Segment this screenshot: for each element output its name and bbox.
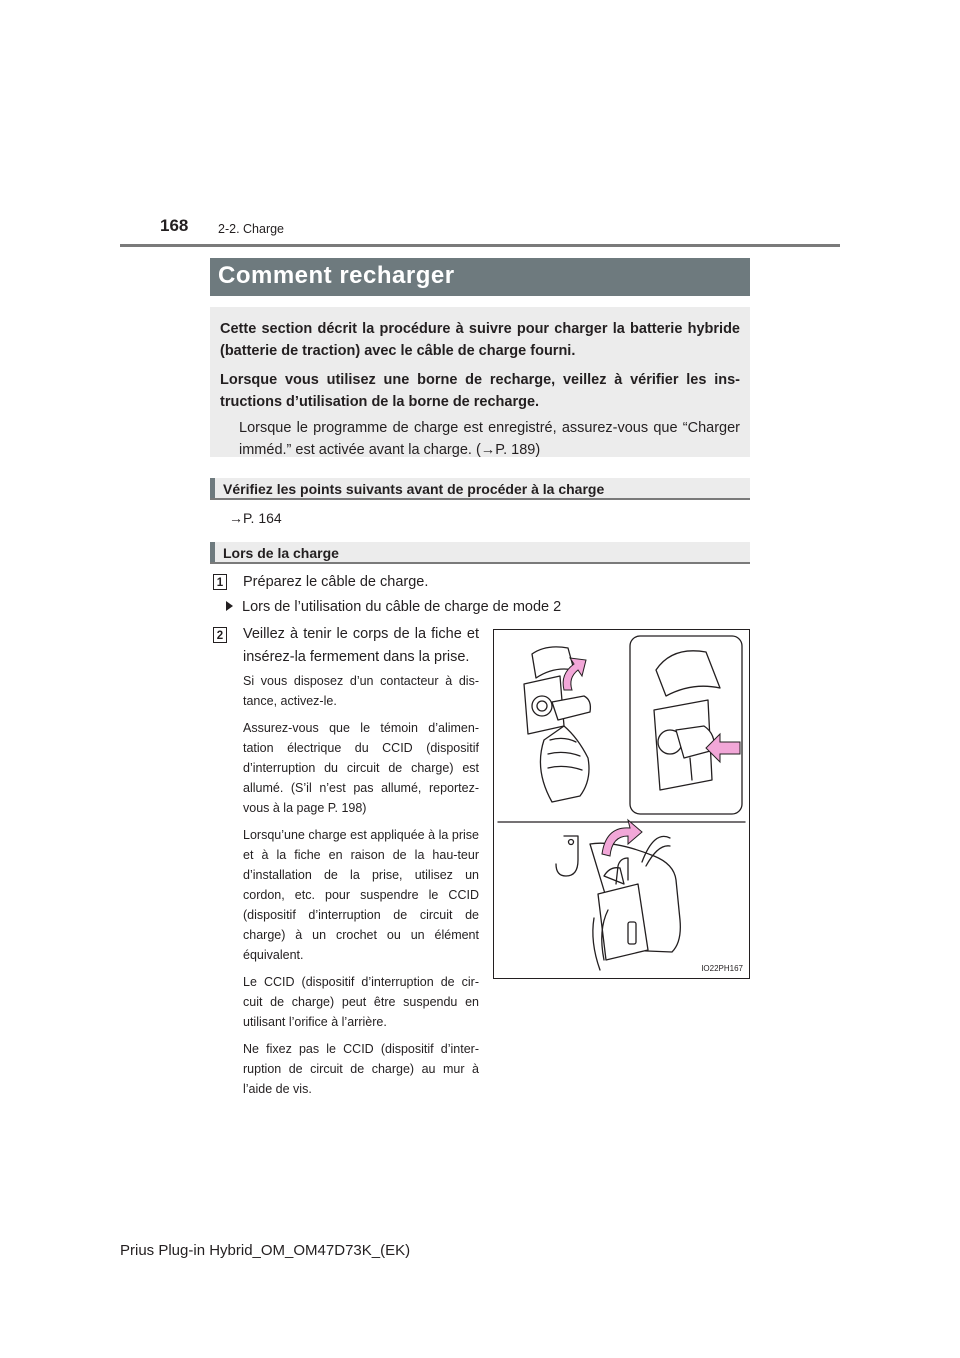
note-item: Ne fixez pas le CCID (dispositif d’inter-ruption de circuit de charge) au mur à l’aide de vis. xyxy=(243,1042,479,1096)
intro-paragraph-2: Lorsque vous utilisez une borne de recharge, veillez à vérifier les ins-tructions d’utilisation de la borne de recharge. xyxy=(220,372,740,410)
note-item: Le CCID (dispositif d’interruption de cir-cuit de charge) peut être suspendu en utilisant l’orifice à l’arrière. xyxy=(243,975,479,1029)
step-number-1: 1 xyxy=(213,574,227,590)
triangle-bullet-icon xyxy=(226,601,233,611)
step-2-text: Veillez à tenir le corps de la fiche et insérez-la fermement dans la prise. xyxy=(243,626,479,665)
intro-box xyxy=(210,307,750,457)
charging-illustration xyxy=(493,629,750,979)
page-title: Comment recharger xyxy=(210,258,750,296)
charging-illustration-drawing xyxy=(494,630,749,978)
header-rule xyxy=(120,244,840,247)
note-item: Si vous disposez d’un contacteur à dis-tance, activez-le. xyxy=(243,674,479,708)
step-1-bullet xyxy=(226,599,561,615)
step-2-notes xyxy=(243,671,479,1106)
check-heading: Vérifiez les points suivants avant de procéder à la charge xyxy=(210,478,750,500)
note-item: Lorsqu’une charge est appliquée à la prise et à la fiche en raison de la hau-teur d’installation de la prise, utilisez un cordon, etc. pour suspendre le CCID (dispositif d’interruption de circuit de charge) à un crochet ou un élément équivalent. xyxy=(243,828,479,962)
page-number: 168 xyxy=(160,216,189,235)
section-label: 2-2. Charge xyxy=(218,222,285,236)
page-reference: →P. 164 xyxy=(229,510,282,526)
step-number-2: 2 xyxy=(213,627,227,643)
step-1-text: Préparez le câble de charge. xyxy=(243,574,429,590)
figure-code: IO22PH167 xyxy=(701,964,743,973)
intro-paragraph-3: Lorsque le programme de charge est enregistré, assurez-vous que “Charger imméd.” est activée avant la charge. (→P. 189) xyxy=(239,420,740,458)
note-item: Assurez-vous que le témoin d’alimen-tation électrique du CCID (dispositif d’interruption du circuit de charge) est allumé. (S’il n’est pas allumé, reportez-vous à la page P. 198) xyxy=(243,721,479,815)
step-1-bullet-text: Lors de l’utilisation du câble de charge de mode 2 xyxy=(242,599,562,615)
intro-paragraph-1: Cette section décrit la procédure à suivre pour charger la batterie hybride (batterie de traction) avec le câble de charge fourni. xyxy=(220,321,740,359)
charging-heading: Lors de la charge xyxy=(210,542,750,564)
footer-text: Prius Plug-in Hybrid_OM_OM47D73K_(EK) xyxy=(120,1242,411,1259)
